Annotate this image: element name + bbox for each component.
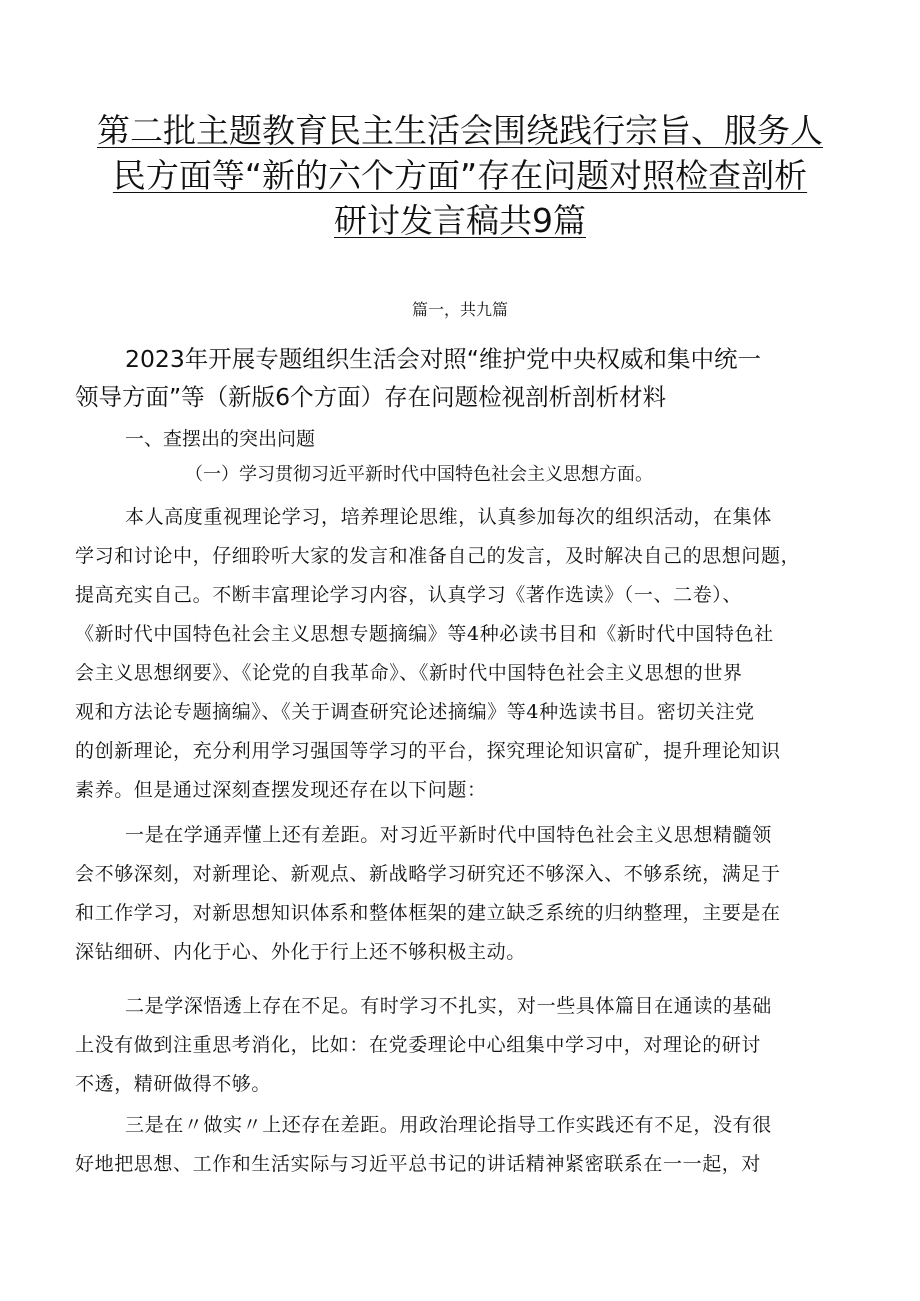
section-label: 篇一，共九篇 [411,300,508,319]
paragraph-line: 提高充实自己。不断丰富理论学习内容，认真学习《著作选读》（一、二卷）、 [75,584,743,606]
paragraph-line: 三是在〃做实〃上还存在差距。用政治理论指导工作实践还有不足，没有很 [125,1114,772,1136]
paragraph-line: 和工作学习，对新思想知识体系和整体框架的建立缺乏系统的归纳整理，主要是在 [75,902,781,924]
subtitle-line: 2023年开展专题组织生活会对照“维护党中央权威和集中统一 [125,345,761,373]
paragraph-line: 观和方法论专题摘编》、《关于调查研究论述摘编》等4种选读书目。密切关注党 [75,701,755,723]
paragraph-line: 好地把思想、工作和生活实际与习近平总书记的讲话精神紧密联系在一一起，对 [75,1153,762,1175]
article-subtitle [75,340,855,416]
paragraph-line: 学习和讨论中，仔细聆听大家的发言和准备自己的发言，及时解决自己的思想问题， [75,545,801,567]
title-line: 民方面等“新的六个方面”存在问题对照检查剖析 [112,156,808,195]
paragraph-line: 《新时代中国特色社会主义思想专题摘编》等4种必读书目和《新时代中国特色社 [75,623,774,645]
title-line: 研讨发言稿共9篇 [334,201,586,240]
paragraph-line: 不透，精研做得不够。 [75,1073,272,1095]
paragraph-line: 二是学深悟透上存在不足。有时学习不扎实，对一些具体篇目在通读的基础 [125,995,772,1017]
subsection-heading: （一）学习贯彻习近平新时代中国特色社会主义思想方面。 [185,464,653,485]
document-title [70,108,850,243]
paragraph-line: 的创新理论，充分利用学习强国等学习的平台，探究理论知识富矿，提升理论知识 [75,740,781,762]
section-heading: 一、查摆出的突出问题 [125,428,316,450]
title-line: 第二批主题教育民主生活会围绕践行宗旨、服务人 [97,111,823,150]
paragraph-line: 深钻细研、内化于心、外化于行上还不够积极主动。 [75,941,526,963]
paragraph-line: 素养。但是通过深刻查摆发现还存在以下问题： [75,779,487,801]
subtitle-line: 领导方面”等（新版6个方面）存在问题检视剖析剖析材料 [75,383,667,411]
paragraph-line: 本人高度重视理论学习，培养理论思维，认真参加每次的组织活动，在集体 [125,506,772,528]
paragraph-line: 一是在学通弄懂上还有差距。对习近平新时代中国特色社会主义思想精髓领 [125,824,772,846]
paragraph-line: 会不够深刻，对新理论、新观点、新战略学习研究还不够深入、不够系统，满足于 [75,863,781,885]
paragraph-line: 会主义思想纲要》、《论党的自我革命》、《新时代中国特色社会主义思想的世界 [75,662,743,684]
paragraph-line: 上没有做到注重思考消化，比如：在党委理论中心组集中学习中，对理论的研讨 [75,1034,762,1056]
